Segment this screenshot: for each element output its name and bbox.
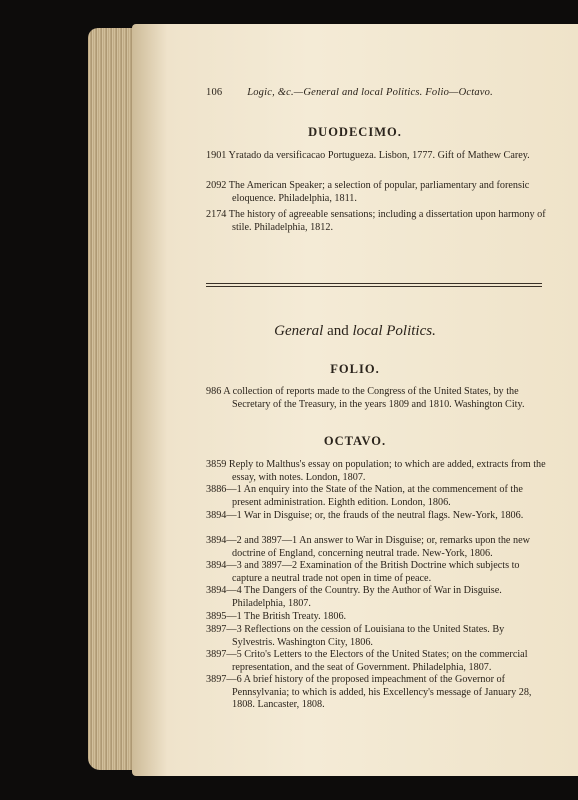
section-heading-folio: FOLIO. (330, 362, 380, 376)
entry-number: 2092 (206, 180, 227, 191)
book-page (132, 24, 578, 776)
entry-number: 3886—1 (206, 484, 242, 495)
entry-text: The American Speaker; a selection of popular, parliamentary and forensic eloquence. Philadelphia, 1811. (228, 180, 530, 204)
list-item (206, 180, 546, 205)
entry-number: 3895—1 (206, 611, 242, 622)
entry-number: 3894—2 and 3897—1 (206, 535, 298, 546)
entry-text: Yratado da versificacao Portugueza. Lisbon, 1777. Gift of Mathew Carey. (228, 150, 530, 161)
entry-text: Examination of the British Doctrine which subjects to capture a neutral trade not open in time of peace. (232, 560, 520, 584)
list-item (206, 560, 546, 585)
list-item (206, 386, 546, 411)
entry-text: Reflections on the cession of Louisiana to the United States. By Sylvestris. Washington City, 1806. (232, 624, 505, 648)
part-title-before: General (274, 323, 324, 339)
part-title-joiner: and (327, 323, 349, 339)
entry-text: An enquiry into the State of the Nation, at the commencement of the present administration. Eighth edition. London, 1806. (232, 484, 523, 508)
list-item (206, 674, 546, 712)
entry-number: 3897—5 (206, 649, 242, 660)
running-head (206, 87, 493, 98)
entry-text: The British Treaty. 1806. (244, 611, 347, 622)
list-item (206, 649, 546, 674)
entry-text: A brief history of the proposed impeachment of the Governor of Pennsylvania; to which is added, his Excellency's message of January 28, 1808. Lancaster, 1808. (232, 674, 532, 710)
entry-number: 3894—1 (206, 510, 242, 521)
list-item (206, 459, 546, 484)
list-item (206, 624, 546, 649)
entry-text: The history of agreeable sensations; including a dissertation upon harmony of stile. Philadelphia, 1812. (228, 209, 546, 233)
entry-number: 3894—4 (206, 585, 242, 596)
section-heading-octavo: OCTAVO. (323, 434, 387, 448)
entry-text: A collection of reports made to the Congress of the United States, by the Secretary of the Treasury, in the years 1809 and 1810. Washington City. (223, 386, 525, 410)
part-title-after: local Politics. (352, 323, 436, 339)
list-item (206, 611, 546, 624)
running-head-title: Logic, &c.—General and local Politics. Folio—Octavo. (247, 87, 493, 98)
page-number: 106 (206, 87, 223, 98)
entry-text: Crito's Letters to the Electors of the United States; on the commercial representation, and the seat of Government. Philadelphia, 1807. (232, 649, 528, 673)
entry-number: 3897—6 (206, 674, 242, 685)
part-title (132, 323, 578, 340)
list-item (206, 209, 546, 234)
list-item (206, 585, 546, 610)
entry-number: 3894—3 and 3897—2 (206, 560, 298, 571)
list-item (206, 150, 546, 163)
list-item (206, 484, 546, 509)
entry-number: 3859 (206, 459, 227, 470)
list-item (206, 535, 546, 560)
double-rule-divider (206, 283, 542, 289)
entry-text: The Dangers of the Country. By the Author of War in Disguise. Philadelphia, 1807. (232, 585, 502, 609)
entry-number: 986 (206, 386, 222, 397)
entry-number: 3897—3 (206, 624, 242, 635)
entry-text: War in Disguise; or, the frauds of the neutral flags. New-York, 1806. (244, 510, 524, 521)
entry-number: 2174 (206, 209, 227, 220)
list-item (206, 510, 546, 523)
entry-number: 1901 (206, 150, 227, 161)
entry-text: Reply to Malthus's essay on population; to which are added, extracts from the essay, with notes. London, 1807. (228, 459, 546, 483)
section-heading-duodecimo: DUODECIMO. (308, 125, 402, 139)
entry-text: An answer to War in Disguise; or, remarks upon the new doctrine of England, concerning neutral trade. New-York, 1806. (232, 535, 530, 559)
